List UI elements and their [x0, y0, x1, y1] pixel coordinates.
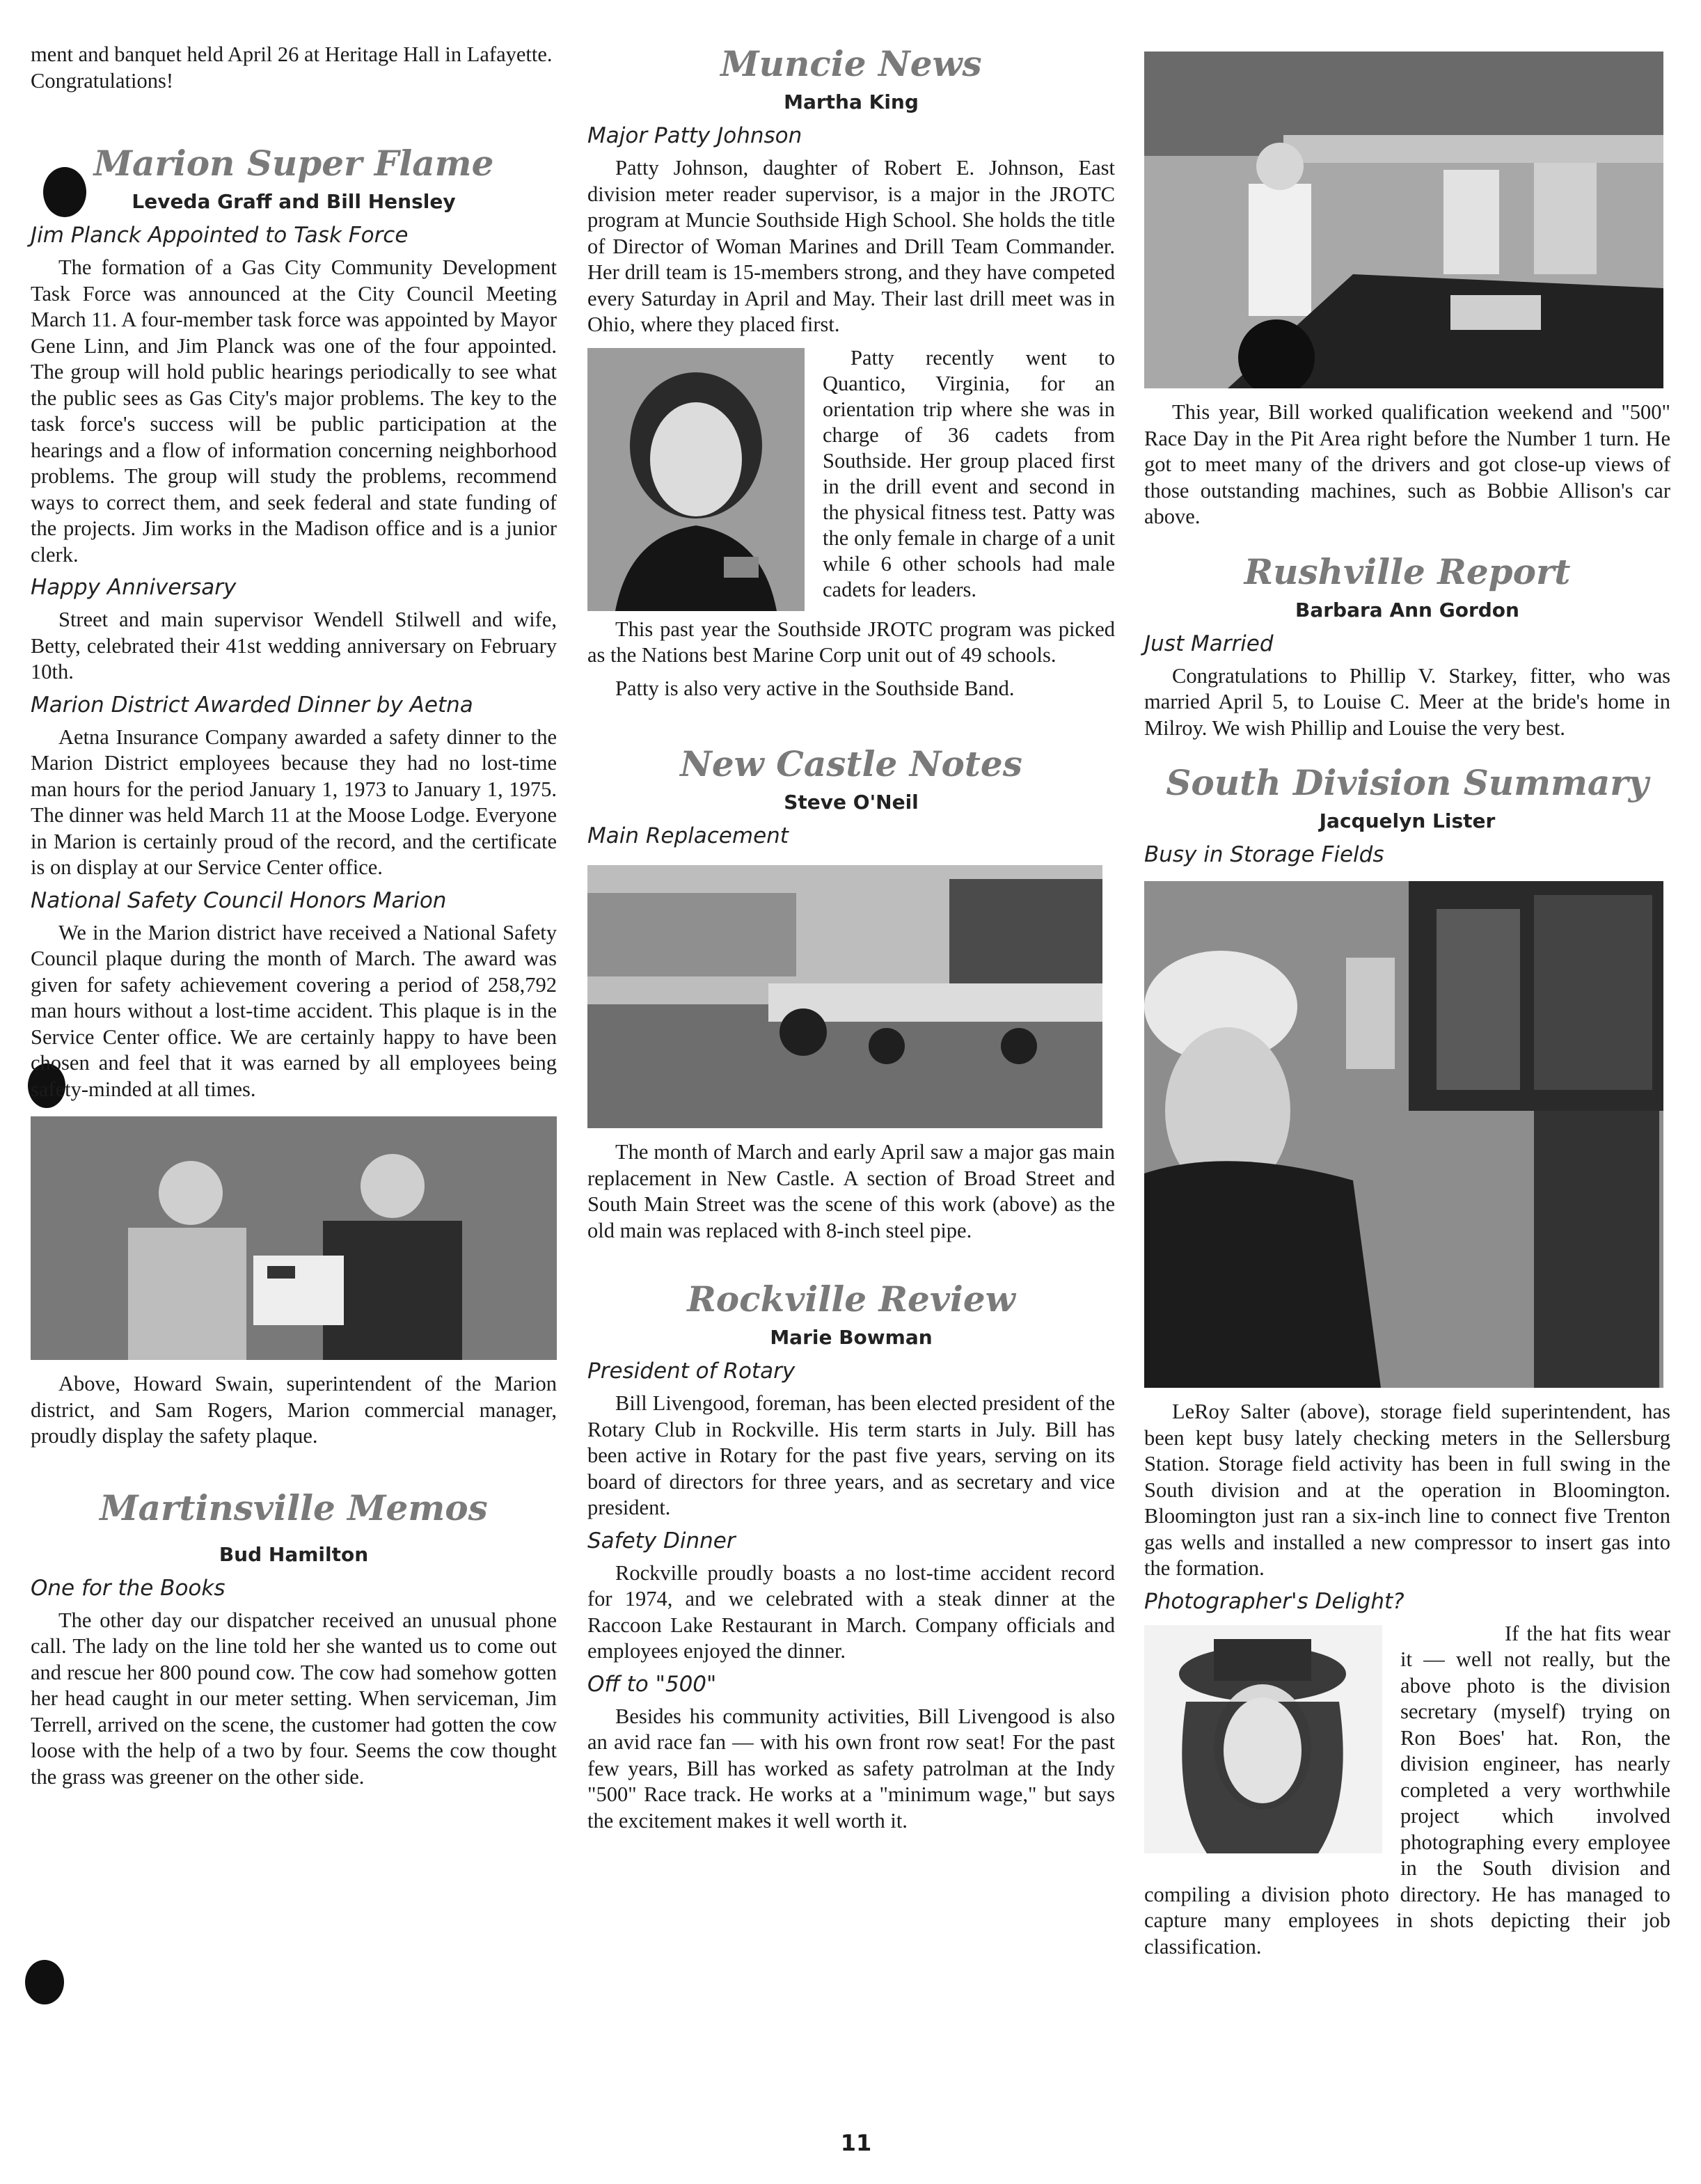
subhead-photographers-delight: Photographer's Delight?: [1144, 1588, 1405, 1614]
article-rotary: Bill Livengood, foreman, has been elected president of the Rotary Club in Rockville. His term starts in July. Bill has been active in Rotary for the past five years, serving on its board of directors for three years, and as secretary and vice president.: [587, 1391, 1115, 1519]
section-title-muncie: Muncie News: [720, 43, 982, 84]
article-anniversary: Street and main supervisor Wendell Stilwell and wife, Betty, celebrated their 41st wedding anniversary on February 10th.: [31, 608, 557, 683]
column-right: [1144, 52, 1670, 1967]
byline-rushville: Barbara Ann Gordon: [1295, 598, 1519, 622]
byline-south: Jacquelyn Lister: [1319, 809, 1496, 832]
page-number: 11: [840, 2130, 872, 2156]
byline-martinsville: Bud Hamilton: [219, 1542, 369, 1566]
caption-leroy-salter: LeRoy Salter (above), storage field superintendent, has been kept busy lately checking meters in the Sellersburg Station. Storage field activity has been in full swing in the South division and at the operation in Bloomington. Bloomington just ran a six-inch line to connect five Trenton gas wells and installed a new compressor to insert gas into the formation.: [1144, 1400, 1670, 1580]
subhead-task-force: Jim Planck Appointed to Task Force: [31, 223, 409, 248]
subhead-off-to-500: Off to "500": [587, 1671, 717, 1697]
intro-text: ment and banquet held April 26 at Heritage Hall in Lafayette. Congratulations!: [31, 42, 553, 93]
caption-main-replacement: The month of March and early April saw a major gas main replacement in New Castle. A section of Broad Street and South Main Street was the scene of this work (above) as the old main was replaced with 8-inch steel pipe.: [587, 1140, 1115, 1242]
section-title-martinsville: Martinsville Memos: [100, 1487, 488, 1528]
byline-muncie: Martha King: [784, 90, 919, 113]
article-off-to-500: Besides his community activities, Bill Livengood is also an avid race fan — with his own front row seat! For the past few years, Bill has worked as safety patrolman at the Indy "500" Race track. He works at a "minimum wage," but says the excitement makes it well worth it.: [587, 1704, 1115, 1833]
section-title-rockville: Rockville Review: [687, 1279, 1015, 1320]
photo-safety-plaque: [31, 1116, 557, 1360]
byline-marion: Leveda Graff and Bill Hensley: [132, 190, 456, 213]
article-patty-1: Patty Johnson, daughter of Robert E. Johnson, East division meter reader supervisor, is a major in the JROTC program at Muncie Southside High School. She holds the title of Director of Woman Marines and Drill Team Commander. Her drill team is 15-members strong, and they have competed every Saturday in April and May. Their last drill meet was in Ohio, where they placed first.: [587, 156, 1115, 336]
subhead-storage-fields: Busy in Storage Fields: [1144, 842, 1384, 867]
binder-hole: [25, 1960, 64, 2004]
section-title-rushville: Rushville Report: [1244, 551, 1571, 592]
photo-main-replacement: [587, 865, 1102, 1128]
photo-division-secretary: [1144, 1625, 1382, 1853]
article-task-force: The formation of a Gas City Community Development Task Force was announced at the City Council Meeting March 11. A four-member task force was appointed by Mayor Gene Linn, and Jim Planck was one of the four appointed. The group will hold public hearings periodically to see what the public sees as Gas City's major problems. The key to the task force's success will be public participation at the hearings and a flow of information concerning neighborhood problems. The group will study the problems, recommend ways to correct them, and seek federal and state funding of the projects. Jim works in the Madison office and is a junior clerk.: [31, 255, 557, 567]
subhead-rotary: President of Rotary: [587, 1359, 796, 1384]
article-safety-council: We in the Marion district have received a National Safety Council plaque during the month of March. The award was given for safety achievement covering a period of 258,792 man hours without a lost-time accident. This plaque is in the Service Center office. We are certainly happy to have been chosen and feel that it was earned by all employees being safety-minded at all times.: [31, 920, 557, 1101]
subhead-books: One for the Books: [31, 1575, 226, 1601]
column-left: [31, 42, 557, 1797]
byline-newcastle: Steve O'Neil: [784, 791, 919, 814]
photo-leroy-salter: [1144, 881, 1663, 1388]
article-photographers-delight: If the hat fits wear it — well not really, but the above photo is the division secretary (myself) trying on Ron Boes' hat. Ron, the division engineer, has nearly completed a very worthwhile project which involved photographing every employee in the South division and compiling a division photo directory. He has managed to capture many employees in shots depicting their job classification.: [1144, 1621, 1670, 1959]
article-aetna: Aetna Insurance Company awarded a safety dinner to the Marion District employees because they had no lost-time man hours for the period January 1, 1973 to January 1, 1975. The dinner was held March 11 at the Moose Lodge. Everyone in Marion is certainly proud of the record, and the certificate is on display at our Service Center office.: [31, 725, 557, 879]
photo-patty-johnson: [587, 348, 805, 611]
article-patty-4: Patty is also very active in the Southside Band.: [615, 676, 1015, 700]
article-patty-2: Patty recently went to Quantico, Virginia, for an orientation trip where she was in charge of 36 cadets from Southside. Her group placed first in the drill event and second in the physical fitness test. Patty was the only female in charge of a unit while 6 other schools had male cadets for leaders.: [823, 345, 1115, 601]
article-cow: The other day our dispatcher received an unusual phone call. The lady on the line told her she wanted us to come out and rescue her 800 pound cow. The cow had somehow gotten her head caught in our meter setting. When serviceman, Jim Terrell, arrived on the scene, the customer had gotten the cow loose with the help of a two by four. Seems the cow thought the grass was greener on the other side.: [31, 1608, 557, 1789]
column-middle: [587, 43, 1115, 1841]
subhead-safety-dinner: Safety Dinner: [587, 1528, 736, 1553]
caption-race-pit: This year, Bill worked qualification weekend and "500" Race Day in the Pit Area right before the Number 1 turn. He got to meet many of the drivers and got close-up views of those outstanding machines, such as Bobbie Allison's car above.: [1144, 400, 1670, 528]
section-title-marion: Marion Super Flame: [93, 143, 494, 184]
subhead-safety-council: National Safety Council Honors Marion: [31, 887, 447, 913]
subhead-anniversary: Happy Anniversary: [31, 575, 237, 600]
byline-rockville: Marie Bowman: [770, 1326, 933, 1349]
subhead-aetna: Marion District Awarded Dinner by Aetna: [31, 692, 473, 718]
article-patty-3: This past year the Southside JROTC program was picked as the Nations best Marine Corp unit out of 49 schools.: [587, 617, 1115, 667]
subhead-patty: Major Patty Johnson: [587, 123, 802, 148]
section-title-newcastle: New Castle Notes: [680, 743, 1022, 784]
subhead-just-married: Just Married: [1144, 631, 1274, 656]
article-safety-dinner: Rockville proudly boasts a no lost-time accident record for 1974, and we celebrated with a steak dinner at the Raccoon Lake Restaurant in March. Company officials and employees enjoyed the dinner.: [587, 1560, 1115, 1663]
caption-safety-plaque: Above, Howard Swain, superintendent of the Marion district, and Sam Rogers, Marion commercial manager, proudly display the safety plaque.: [31, 1372, 557, 1448]
photo-race-pit: [1144, 52, 1663, 388]
subhead-main-replacement: Main Replacement: [587, 823, 789, 848]
section-title-south: South Division Summary: [1166, 762, 1649, 803]
article-just-married: Congratulations to Phillip V. Starkey, fitter, who was married April 5, to Louise C. Meer at the bride's home in Milroy. We wish Phillip and Louise the very best.: [1144, 663, 1670, 740]
